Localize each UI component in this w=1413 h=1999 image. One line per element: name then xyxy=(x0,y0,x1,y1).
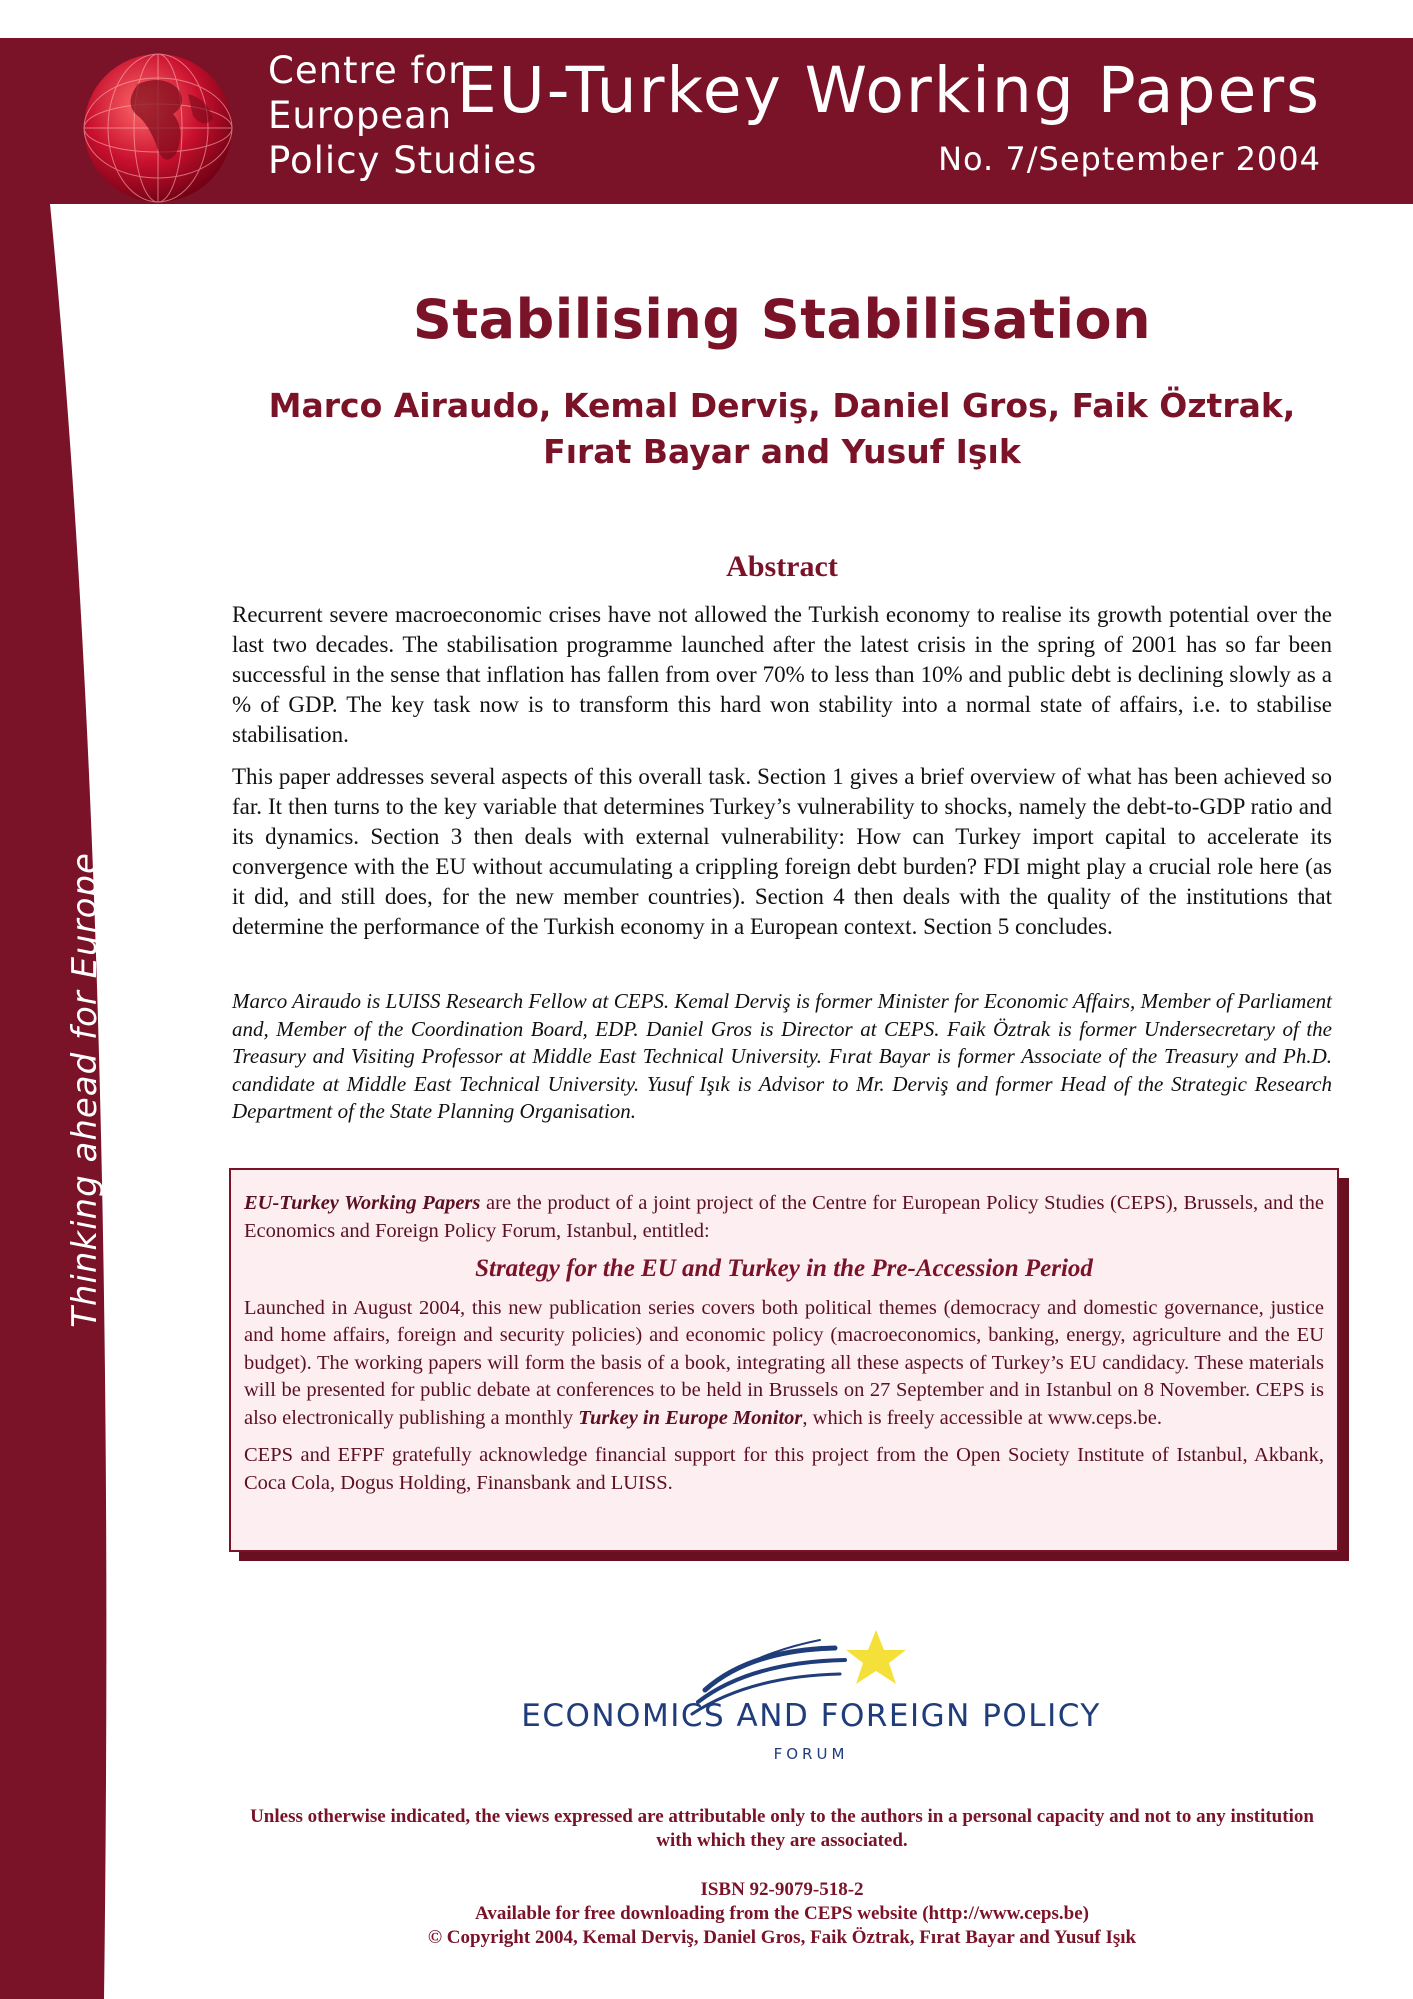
launch-text-end: , which is freely accessible at www.ceps.be. xyxy=(802,1406,1162,1429)
centre-name-line2: European xyxy=(268,94,453,137)
efpf-sub: FORUM xyxy=(773,1745,849,1763)
series-name: EU-Turkey Working Papers xyxy=(244,1192,481,1214)
isbn-block xyxy=(232,1878,1332,1950)
strategy-title: Strategy for the EU and Turkey in the Pre-Accession Period xyxy=(475,1255,1093,1282)
abstract-paragraph-1: Recurrent severe macroeconomic crises have not allowed the Turkish economy to realise its growth potential over the last two decades. The stabilisation programme launched after the latest crisis in the spring of 2001 has so far been successful in the sense that inflation has fallen from over 70% to less than 10% and public debt is declining slowly as a % of GDP. The key task now is to transform this hard won stability into a normal state of affairs, i.e. to stabilise stabilisation. xyxy=(232,602,1332,747)
isbn: ISBN 92-9079-518-2 xyxy=(700,1879,864,1900)
launch-text: Launched in August 2004, this new publication series covers both political themes (democracy and domestic governance, justice and home affairs, foreign and security policies) and economic policy (macroeconomics, banking, energy, agriculture and the EU budget). The working papers will form the basis of a book, integrating all these aspects of Turkey’s EU candidacy. These materials will be presented for public debate at conferences to be held in Brussels on 27 September and in Istanbul on 8 November. CEPS is also electronically publishing a monthly xyxy=(244,1296,1324,1429)
author-bios: Marco Airaudo is LUISS Research Fellow at CEPS. Kemal Derviş is former Minister for Economic Affairs, Member of Parliament and, Member of the Coordination Board, EDP. Daniel Gros is Director at CEPS. Faik Öztrak is former Undersecretary of the Treasury and Visiting Professor at Middle East Technical University. Fırat Bayar is former Associate of the Treasury and Ph.D. candidate at Middle East Technical University. Yusuf Işık is Advisor to Mr. Derviş and former Head of the Strategic Research Department of the State Planning Organisation. xyxy=(232,989,1332,1123)
authors-line1: Marco Airaudo, Kemal Derviş, Daniel Gros, Faik Öztrak, xyxy=(268,386,1296,425)
info-intro xyxy=(244,1190,1324,1245)
centre-name-line3: Policy Studies xyxy=(268,139,538,182)
monitor-name: Turkey in Europe Monitor xyxy=(578,1406,803,1429)
abstract-heading: Abstract xyxy=(726,550,838,583)
efpf-name: ECONOMICS AND FOREIGN POLICY xyxy=(521,1698,1101,1734)
disclaimer: Unless otherwise indicated, the views expressed are attributable only to the authors in a personal capacity and not to any institution with which they are associated. xyxy=(250,1806,1314,1851)
abstract-paragraph-2: This paper addresses several aspects of this overall task. Section 1 gives a brief overview of what has been achieved so far. It then turns to the key variable that determines Turkey’s vulnerability to shocks, namely the debt-to-GDP ratio and its dynamics. Section 3 then deals with external vulnerability: How can Turkey import capital to accelerate its convergence with the EU without accumulating a crippling foreign debt burden? FDI might play a crucial role here (as it did, and still does, for the new member countries). Section 4 then deals with the quality of the institutions that determine the performance of the Turkish economy in a European context. Section 5 concludes. xyxy=(232,764,1332,939)
centre-name-line1: Centre for xyxy=(268,49,465,92)
info-launch xyxy=(244,1295,1324,1433)
globe-logo-icon xyxy=(68,44,248,204)
project-info-box xyxy=(229,1168,1339,1552)
copyright: © Copyright 2004, Kemal Derviş, Daniel Gros, Faik Öztrak, Fırat Bayar and Yusuf Işık xyxy=(427,1927,1137,1948)
authors-line2: Fırat Bayar and Yusuf Işık xyxy=(543,432,1021,471)
author-list xyxy=(232,383,1332,475)
issue-number: No. 7/September 2004 xyxy=(938,140,1321,178)
sidebar-tagline: Thinking ahead for Europe xyxy=(65,852,105,1328)
series-title: EU-Turkey Working Papers xyxy=(456,54,1321,127)
paper-title: Stabilising Stabilisation xyxy=(412,288,1152,351)
acknowledgement: CEPS and EFPF gratefully acknowledge financial support for this project from the Open Society Institute of Istanbul, Akbank, Coca Cola, Dogus Holding, Finansbank and LUISS. xyxy=(244,1444,1324,1494)
info-intro-text: are the product of a joint project of the Centre for European Policy Studies (CEPS), Brussels, and the Economics and Foreign Policy Forum, Istanbul, entitled: xyxy=(244,1192,1324,1242)
abstract-body xyxy=(232,600,1332,954)
availability: Available for free downloading from the CEPS website (http://www.ceps.be) xyxy=(475,1903,1089,1924)
